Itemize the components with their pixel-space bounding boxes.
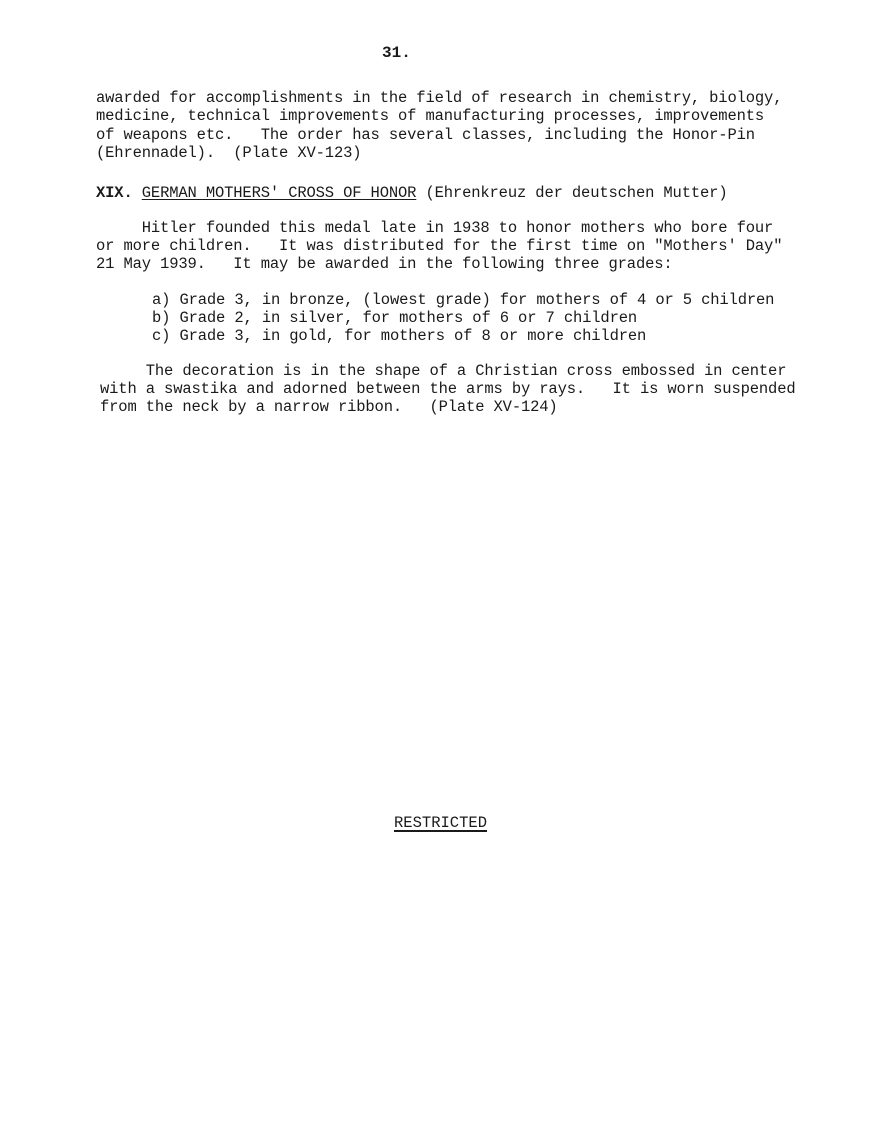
text-line: with a swastika and adorned between the arms by rays. It is worn suspended	[100, 380, 796, 398]
section-title: GERMAN MOTHERS' CROSS OF HONOR	[141, 184, 417, 202]
classification-footer: RESTRICTED	[394, 814, 488, 832]
section-subtitle: (Ehrenkreuz der deutschen Mutter)	[425, 184, 728, 202]
section-numeral: XIX.	[96, 184, 133, 202]
text-line: (Ehrennadel). (Plate XV-123)	[96, 144, 362, 162]
text-line: medicine, technical improvements of manufacturing processes, improvements	[96, 107, 765, 125]
section-heading	[96, 184, 727, 202]
text-line: from the neck by a narrow ribbon. (Plate XV-124)	[100, 398, 558, 416]
list-item: c) Grade 3, in gold, for mothers of 8 or more children	[152, 327, 647, 345]
text-line: of weapons etc. The order has several classes, including the Honor-Pin	[96, 126, 755, 144]
text-line: awarded for accomplishments in the field of research in chemistry, biology,	[96, 89, 783, 107]
list-item: b) Grade 2, in silver, for mothers of 6 or 7 children	[152, 309, 638, 327]
text-line: or more children. It was distributed for the first time on "Mothers' Day"	[96, 237, 783, 255]
text-line: 21 May 1939. It may be awarded in the following three grades:	[96, 255, 673, 273]
list-item: a) Grade 3, in bronze, (lowest grade) for mothers of 4 or 5 children	[152, 291, 775, 309]
text-line: Hitler founded this medal late in 1938 to honor mothers who bore four	[96, 219, 774, 237]
page-number: 31.	[382, 44, 411, 62]
text-line: The decoration is in the shape of a Christian cross embossed in center	[100, 362, 787, 380]
